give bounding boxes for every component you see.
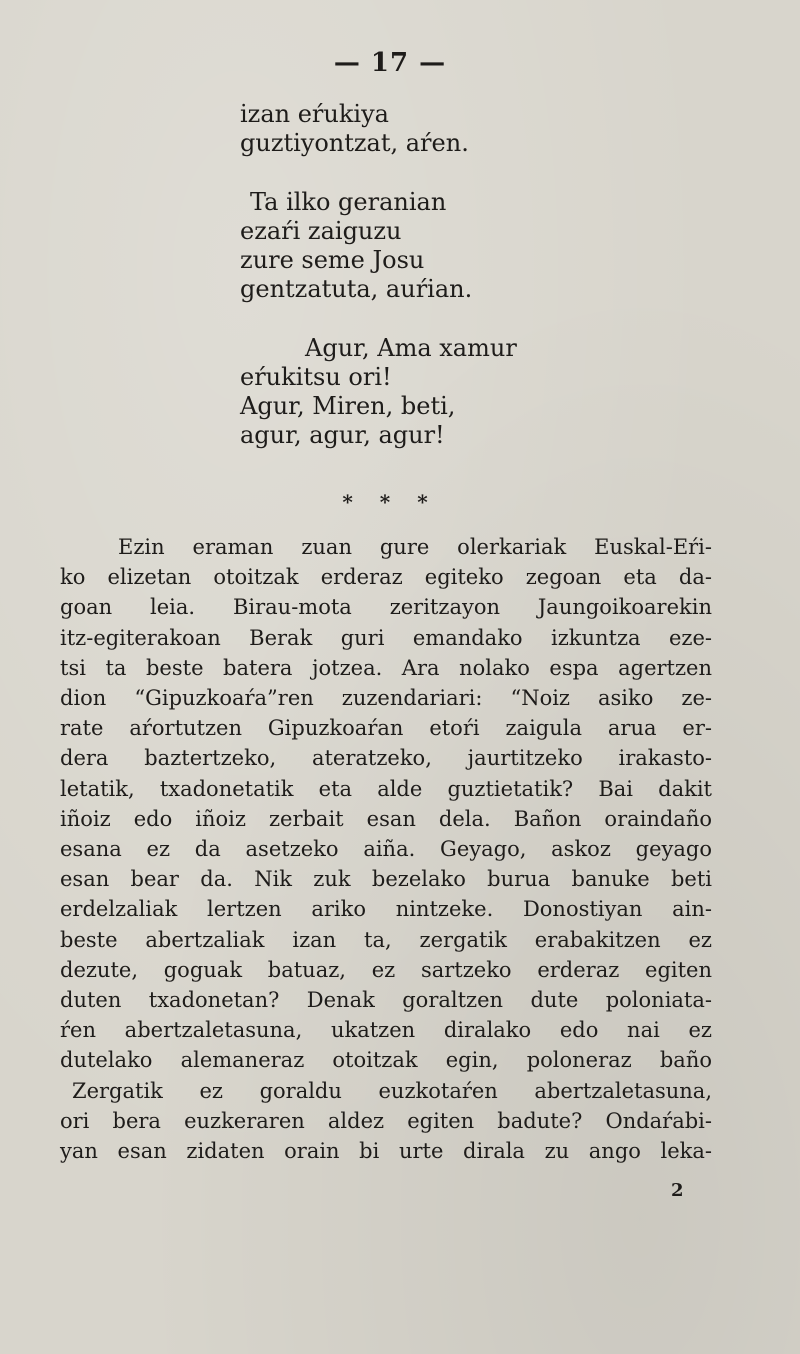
poem-line: Agur, Miren, beti, <box>240 392 456 420</box>
poem-line: Ta ilko geranian <box>250 188 447 216</box>
poem-line: eŕukitsu ori! <box>240 363 392 391</box>
prose-line: ori bera euzkeraren aldez egiten badute? Ondaŕabi- <box>60 1108 712 1133</box>
prose-line: ŕen abertzaletasuna, ukatzen diralako edo nai ez <box>60 1018 712 1043</box>
prose-line: goan leia. Birau-mota zeritzayon Jaungoikoarekin <box>60 595 712 620</box>
prose-line: Zergatik ez goraldu euzkotaŕen abertzaletasuna, <box>72 1078 712 1103</box>
poem-line: zure seme Josu <box>240 246 425 274</box>
prose-line: dion “Gipuzkoaŕa”ren zuzendariari: “Noiz asiko ze- <box>60 686 712 711</box>
poem-line: izan eŕukiya <box>240 100 389 128</box>
prose-line: dera baztertzeko, ateratzeko, jaurtitzeko irakasto- <box>60 746 712 771</box>
poem-stanza-1 <box>240 100 517 158</box>
poem-line: gentzatuta, auŕian. <box>240 275 473 303</box>
poem-stanza-2 <box>240 188 517 304</box>
prose-line: yan esan zidaten orain bi urte dirala zu ango leka- <box>60 1139 712 1164</box>
poem-line: ezaŕi zaiguzu <box>240 217 402 245</box>
page-number: — 17 — <box>333 48 447 78</box>
poem-stanza-3 <box>240 334 517 450</box>
prose-line: letatik, txadonetatik eta alde guztietatik? Bai dakit <box>60 776 712 801</box>
prose-line: esan bear da. Nik zuk bezelako burua banuke beti <box>60 867 712 892</box>
prose-line: esana ez da asetzeko aiña. Geyago, askoz geyago <box>60 837 712 862</box>
prose-line: itz-egiterakoan Berak guri emandako izkuntza eze- <box>60 625 712 650</box>
prose-line: duten txadonetan? Denak goraltzen dute poloniata- <box>60 988 712 1013</box>
poem-line: Agur, Ama xamur <box>305 334 517 362</box>
prose-line: Ezin eraman zuan gure olerkariak Euskal-Eŕi- <box>118 535 712 559</box>
prose-line: dezute, goguak batuaz, ez sartzeko erderaz egiten <box>60 957 712 982</box>
prose-line: rate aŕortutzen Gipuzkoaŕan etoŕi zaigula arua er- <box>60 716 712 741</box>
prose-line: iñoiz edo iñoiz zerbait esan dela. Bañon oraindaño <box>60 806 712 831</box>
poem-line: guztiyontzat, aŕen. <box>240 129 469 157</box>
poem <box>240 100 517 480</box>
prose-line: ko elizetan otoitzak erderaz egiteko zegoan eta da- <box>60 565 712 590</box>
poem-line: agur, agur, agur! <box>240 421 445 449</box>
signature-mark: 2 <box>671 1180 684 1201</box>
prose-line: beste abertzaliak izan ta, zergatik erabakitzen ez <box>60 927 712 952</box>
prose-paragraph <box>60 532 712 1166</box>
prose-line: tsi ta beste batera jotzea. Ara nolako espa agertzen <box>60 655 712 680</box>
section-separator: * * * <box>342 490 438 514</box>
prose-line: erdelzaliak lertzen ariko nintzeke. Donostiyan ain- <box>60 897 712 922</box>
prose-line: dutelako alemaneraz otoitzak egin, poloneraz baño <box>60 1048 712 1073</box>
